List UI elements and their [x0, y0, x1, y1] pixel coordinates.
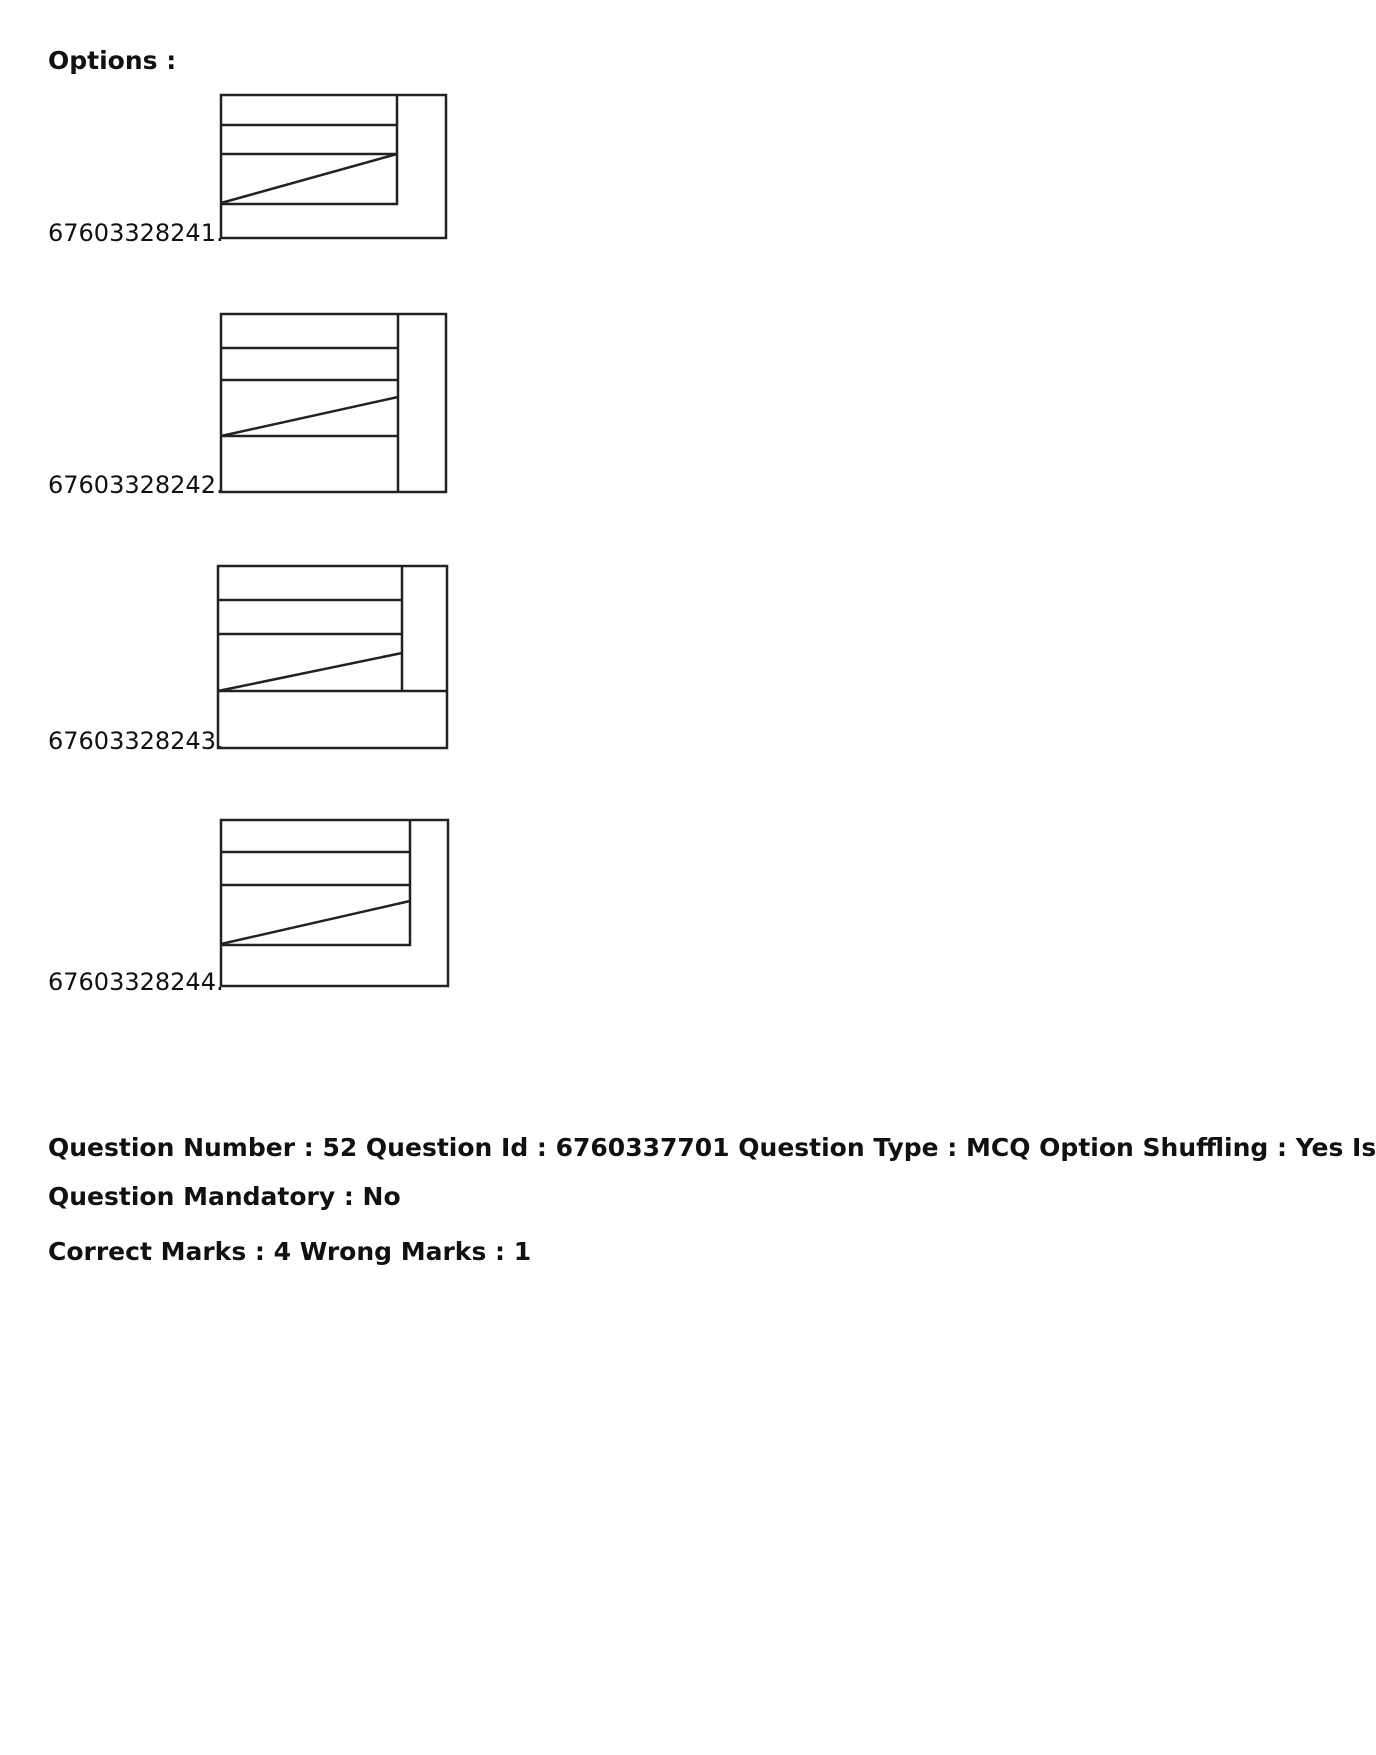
option-4-label: 67603328244. [48, 968, 224, 996]
option-2-figure [219, 312, 449, 494]
question-meta-line-2: Question Mandatory : No [48, 1182, 401, 1211]
question-meta-line-1: Question Number : 52 Question Id : 6760337701 Question Type : MCQ Option Shuffling : Yes Is [48, 1133, 1376, 1162]
option-3-figure [216, 564, 450, 750]
option-1-figure [219, 93, 449, 241]
option-1-label: 67603328241. [48, 219, 224, 247]
option-4-figure [219, 818, 451, 988]
option-3-label: 67603328243. [48, 727, 224, 755]
question-marks-line: Correct Marks : 4 Wrong Marks : 1 [48, 1237, 532, 1266]
options-heading: Options : [48, 46, 177, 75]
option-2-label: 67603328242. [48, 471, 224, 499]
